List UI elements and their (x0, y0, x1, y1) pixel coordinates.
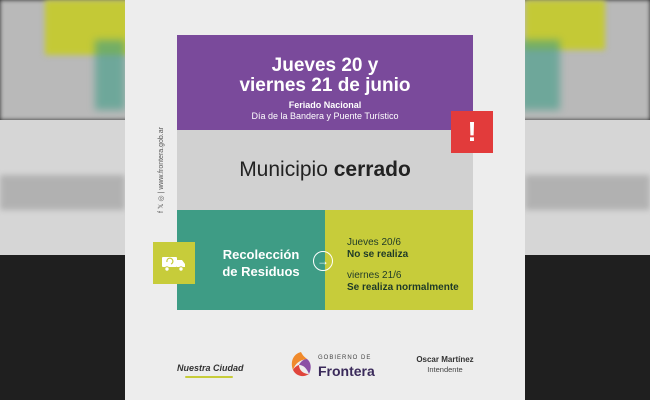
holiday-title: Feriado Nacional (288, 100, 362, 110)
schedule-day-2: viernes 21/6 (347, 270, 402, 281)
waste-title-line-1: Recolección (222, 247, 300, 262)
social-handle-text: f 𝕏 ◎ | www.frontera.gob.ar (158, 127, 165, 213)
brand-underline (185, 376, 233, 378)
mayor-role: Intendente (427, 365, 463, 374)
government-name: Frontera (318, 363, 375, 379)
closure-prefix: Municipio (239, 158, 328, 181)
date-header-block (177, 35, 473, 130)
nuestra-ciudad-brand: Nuestra Ciudad (177, 363, 244, 373)
holiday-subtitle: Día de la Bandera y Puente Turístico (251, 111, 399, 121)
closure-message (239, 158, 411, 182)
bg-stripe (525, 175, 650, 210)
bg-blob (95, 40, 125, 110)
arrow-right-icon: → (313, 251, 333, 271)
footer (125, 345, 525, 390)
bg-stripe (0, 175, 125, 210)
schedule-block (325, 210, 473, 310)
bg-blob (520, 40, 560, 110)
date-line-2: viernes 21 de junio (239, 75, 411, 96)
date-line-1: Jueves 20 y (271, 55, 379, 76)
mayor-name: Oscar Martínez (416, 355, 474, 364)
waste-title-line-2: de Residuos (222, 264, 300, 279)
garbage-truck-icon (153, 242, 195, 284)
waste-collection-block (177, 210, 325, 310)
announcement-poster (125, 0, 525, 400)
closure-status: cerrado (333, 158, 411, 181)
schedule-status-1: No se realiza (347, 249, 409, 260)
frontera-logo-icon (287, 350, 315, 380)
government-label: GOBIERNO DE (318, 355, 372, 361)
schedule-status-2: Se realiza normalmente (347, 282, 459, 293)
social-handle-vertical (155, 120, 167, 220)
schedule-day-1: Jueves 20/6 (347, 237, 401, 248)
waste-collection-title (201, 246, 321, 280)
alert-icon: ! (451, 111, 493, 153)
closure-block (177, 130, 473, 210)
